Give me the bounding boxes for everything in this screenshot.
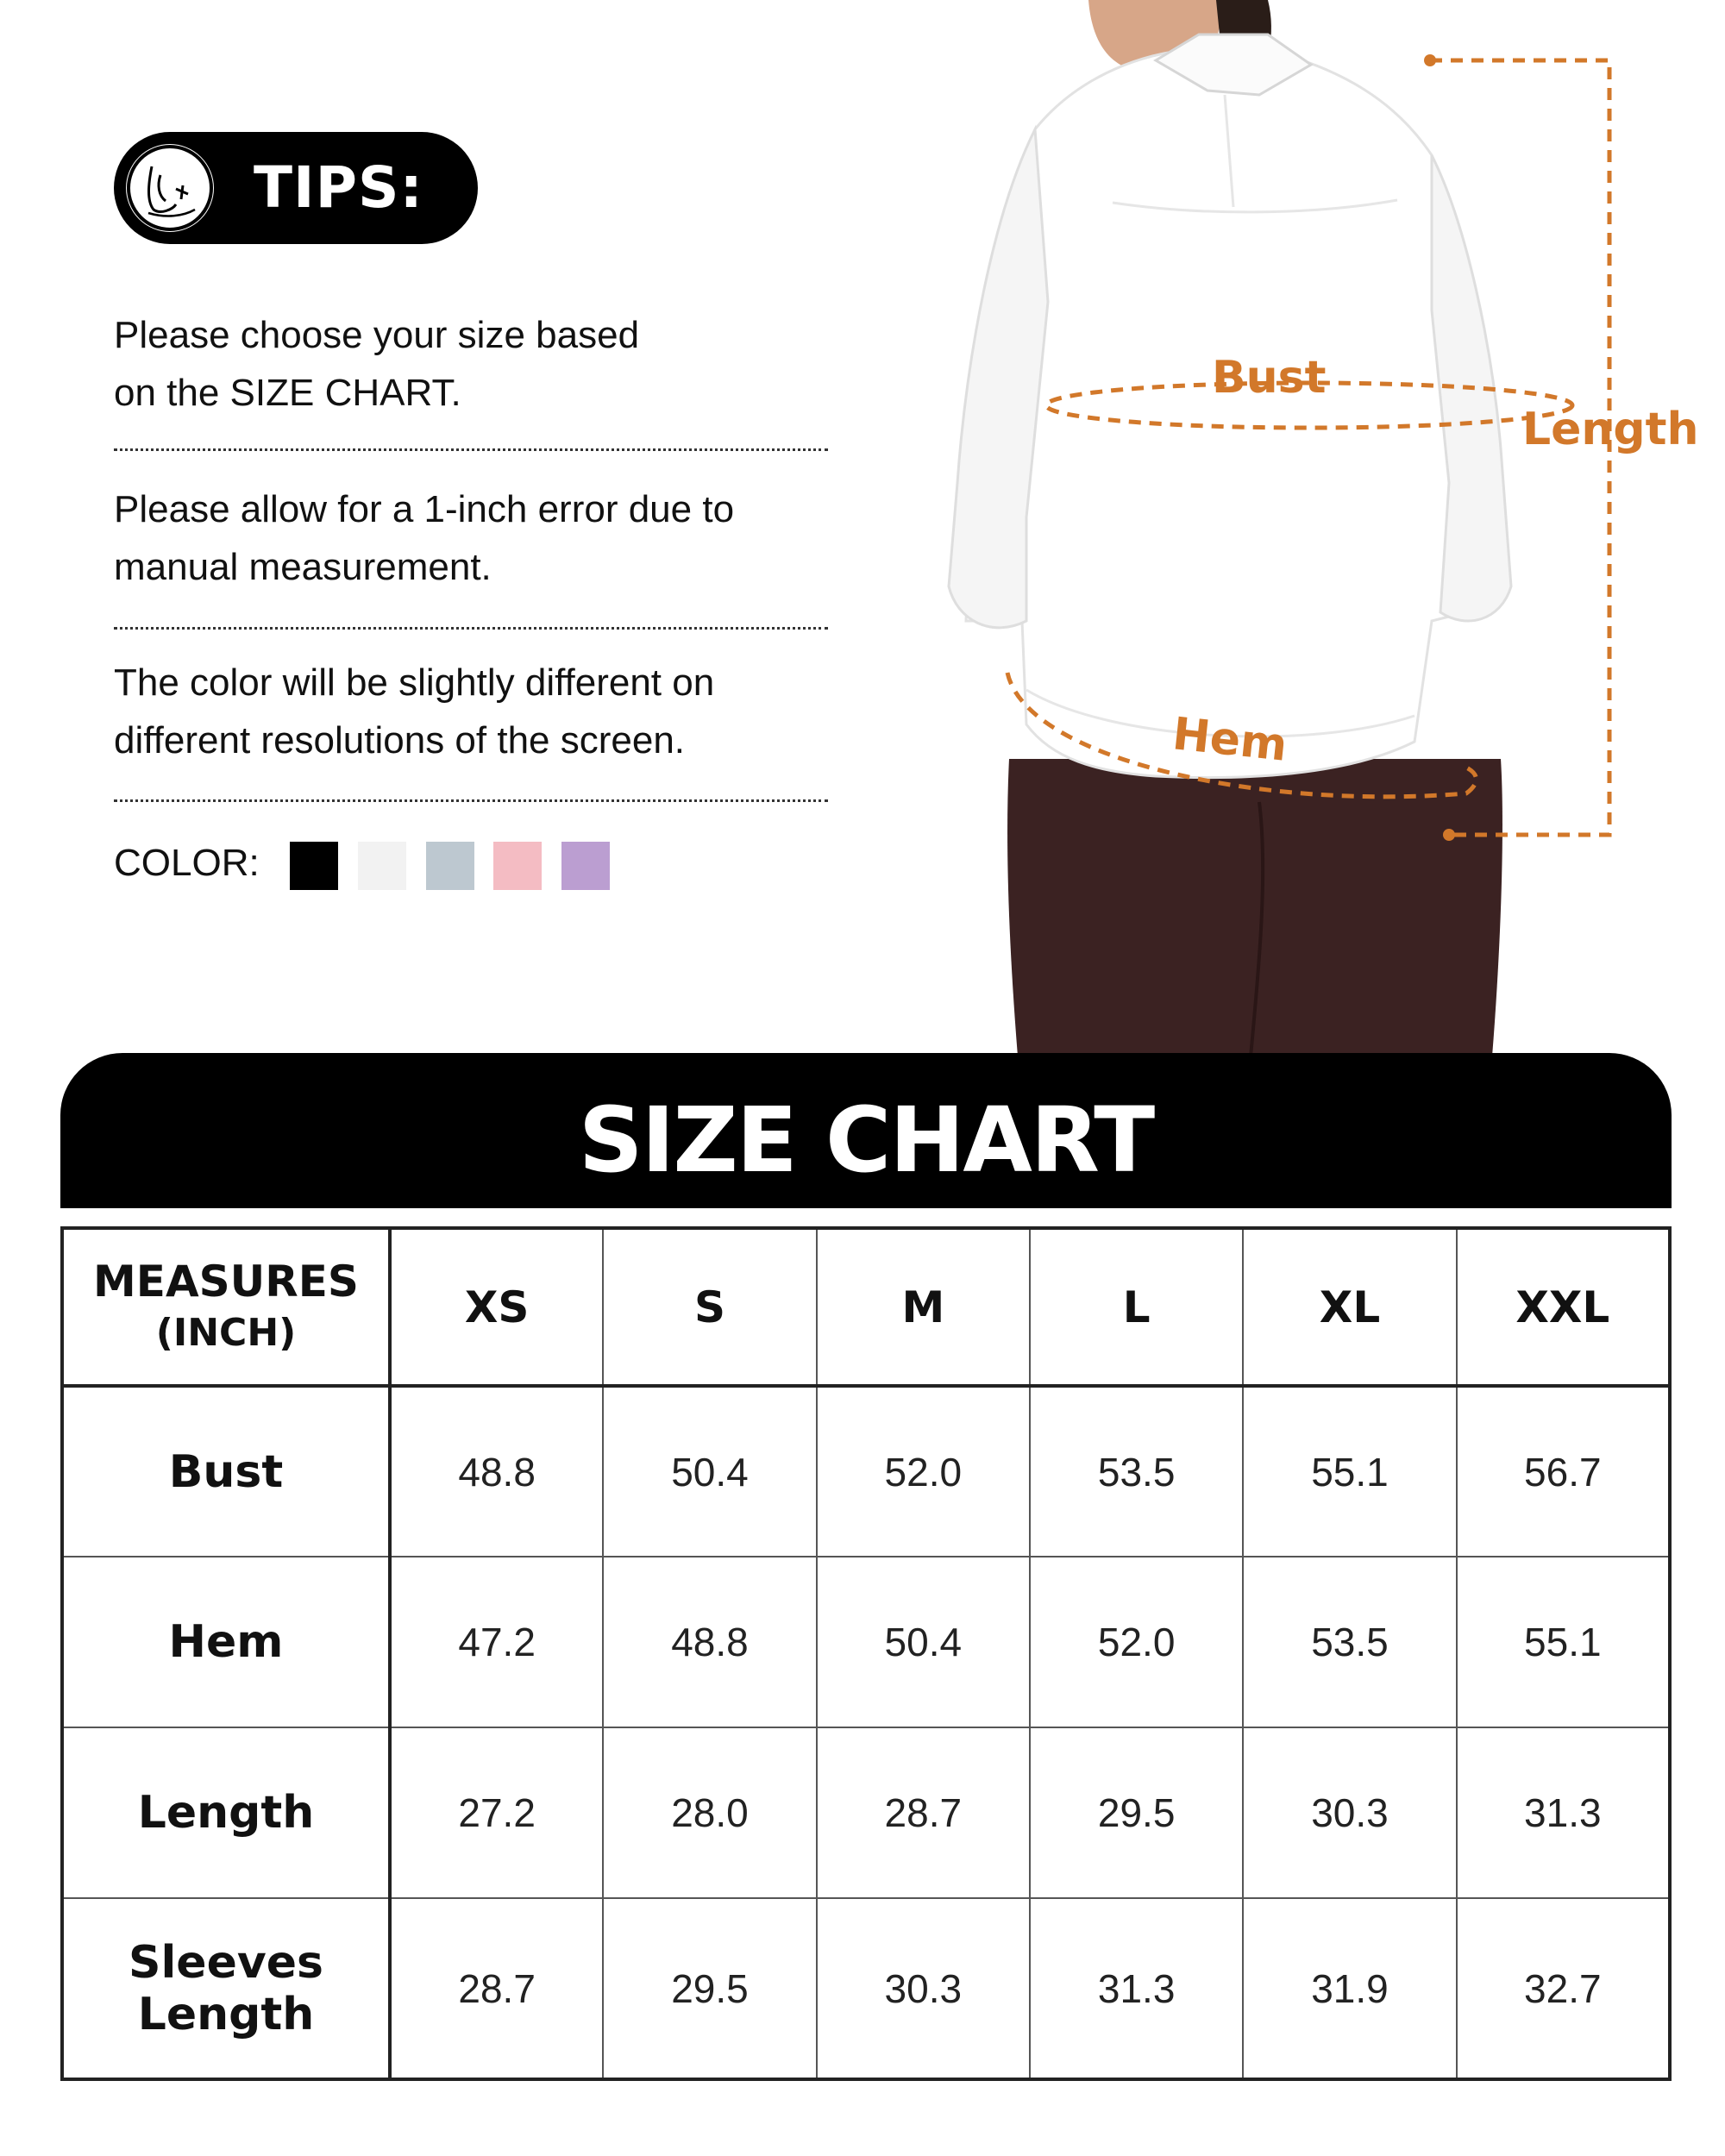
- measures-header: [62, 1228, 390, 1386]
- row-label-text: Bust: [168, 1445, 284, 1498]
- table-row-sleeves-length: [62, 1898, 1670, 2079]
- table-cell: 28.0: [603, 1727, 816, 1898]
- tip-1-line-1: Please choose your size based: [114, 314, 640, 356]
- length-measure-label: Length: [1522, 404, 1699, 455]
- row-label-sleeves-length: [62, 1898, 390, 2079]
- row-label-text: Length: [137, 1988, 315, 2040]
- table-cell: 30.3: [817, 1898, 1030, 2079]
- tip-1-line-2: on the SIZE CHART.: [114, 372, 461, 414]
- row-label-length: [62, 1727, 390, 1898]
- table-cell: 52.0: [817, 1386, 1030, 1557]
- tip-2-line-2: manual measurement.: [114, 546, 492, 588]
- table-cell: 29.5: [1030, 1727, 1243, 1898]
- table-cell: 28.7: [390, 1898, 603, 2079]
- tip-3: [114, 654, 838, 769]
- size-header-xxl: XXL: [1457, 1228, 1670, 1386]
- table-cell: 31.9: [1243, 1898, 1456, 2079]
- size-header-l: L: [1030, 1228, 1243, 1386]
- measures-header-label: MEASURES: [93, 1256, 359, 1307]
- table-cell: 55.1: [1457, 1557, 1670, 1727]
- measures-header-unit: (INCH): [155, 1310, 297, 1355]
- table-cell: 28.7: [817, 1727, 1030, 1898]
- tips-title: TIPS:: [254, 154, 423, 221]
- tip-1: [114, 306, 838, 422]
- color-swatch-lavender[interactable]: [561, 842, 610, 890]
- color-swatch-white[interactable]: [358, 842, 406, 890]
- size-header-m: M: [817, 1228, 1030, 1386]
- table-cell: 55.1: [1243, 1386, 1456, 1557]
- table-cell: 48.8: [603, 1557, 816, 1727]
- tips-badge: [114, 132, 478, 244]
- table-header-row: [62, 1228, 1670, 1386]
- divider: [114, 448, 828, 451]
- table-cell: 50.4: [817, 1557, 1030, 1727]
- table-cell: 52.0: [1030, 1557, 1243, 1727]
- table-cell: 30.3: [1243, 1727, 1456, 1898]
- size-header-xs: XS: [390, 1228, 603, 1386]
- table-cell: 50.4: [603, 1386, 816, 1557]
- row-label-hem: [62, 1557, 390, 1727]
- table-row-length: [62, 1727, 1670, 1898]
- color-swatch-pink[interactable]: [493, 842, 542, 890]
- table-row-hem: [62, 1557, 1670, 1727]
- tip-2-line-1: Please allow for a 1-inch error due to: [114, 488, 735, 530]
- size-chart-header: [60, 1053, 1672, 1208]
- hem-measure-label: Hem: [1170, 708, 1290, 772]
- divider: [114, 627, 828, 630]
- table-cell: 27.2: [390, 1727, 603, 1898]
- tip-3-line-1: The color will be slightly different on: [114, 661, 715, 704]
- brand-logo-icon: [122, 141, 217, 235]
- size-chart-table: [60, 1226, 1672, 2081]
- size-header-s: S: [603, 1228, 816, 1386]
- tip-3-line-2: different resolutions of the screen.: [114, 719, 686, 761]
- color-swatch-light-blue[interactable]: [426, 842, 474, 890]
- color-swatch-black[interactable]: [290, 842, 338, 890]
- table-cell: 48.8: [390, 1386, 603, 1557]
- table-cell: 53.5: [1243, 1557, 1456, 1727]
- table-cell: 47.2: [390, 1557, 603, 1727]
- row-label-text: Length: [137, 1787, 315, 1839]
- table-row-bust: [62, 1386, 1670, 1557]
- row-label-text: Hem: [168, 1616, 284, 1668]
- size-chart-title: SIZE CHART: [578, 1087, 1154, 1193]
- divider: [114, 799, 828, 802]
- size-header-xl: XL: [1243, 1228, 1456, 1386]
- table-cell: 31.3: [1457, 1727, 1670, 1898]
- table-cell: 56.7: [1457, 1386, 1670, 1557]
- table-cell: 32.7: [1457, 1898, 1670, 2079]
- row-label-bust: [62, 1386, 390, 1557]
- color-label: COLOR:: [114, 842, 260, 884]
- table-cell: 53.5: [1030, 1386, 1243, 1557]
- row-label-text: Sleeves: [129, 1936, 323, 1989]
- model-measurement-illustration: [897, 0, 1725, 1056]
- table-cell: 29.5: [603, 1898, 816, 2079]
- table-cell: 31.3: [1030, 1898, 1243, 2079]
- bust-measure-label: Bust: [1212, 352, 1327, 404]
- tip-2: [114, 480, 838, 596]
